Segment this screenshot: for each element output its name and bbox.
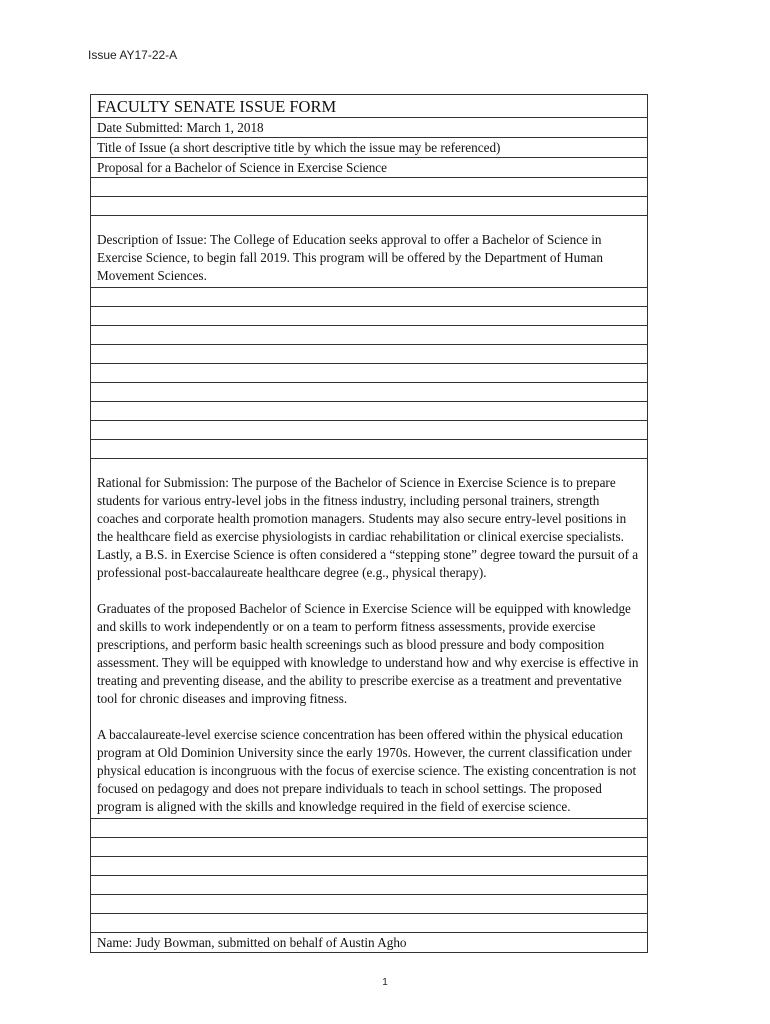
blank-row xyxy=(91,838,647,857)
rationale-paragraph-3: A baccalaureate-level exercise science concentration has been offered within the physical education program at Old Dominion University since the early 1970s. However, the current classification under physical education is incongruous with the focus of exercise science. The existing concentration is not focused on pedagogy and does not prepare individuals to teach in school settings. The proposed program is aligned with the skills and knowledge required in the field of exercise science. xyxy=(97,727,637,814)
title-of-issue-label: Title of Issue (a short descriptive title by which the issue may be referenced) xyxy=(91,138,647,158)
blank-row xyxy=(91,895,647,914)
blank-row xyxy=(91,326,647,345)
issue-id: Issue AY17-22-A xyxy=(88,48,178,62)
blank-row xyxy=(91,383,647,402)
page-number: 1 xyxy=(382,977,388,988)
blank-row xyxy=(91,345,647,364)
blank-row xyxy=(91,307,647,326)
blank-row xyxy=(91,178,647,197)
date-submitted: Date Submitted: March 1, 2018 xyxy=(91,118,647,138)
blank-row xyxy=(91,197,647,216)
blank-row xyxy=(91,364,647,383)
rationale-paragraph-2: Graduates of the proposed Bachelor of Science in Exercise Science will be equipped with knowledge and skills to work independently or on a team to perform fitness assessments, provide exercise prescriptions, and perform basic health screenings such as blood pressure and body composition assessment. They will be equipped with knowledge to understand how and why exercise is effective in treating and preventing disease, and the ability to prescribe exercise as a treatment and preventative tool for chronic diseases and improving fitness. xyxy=(97,601,639,706)
blank-row xyxy=(91,857,647,876)
blank-row xyxy=(91,440,647,459)
form-title: FACULTY SENATE ISSUE FORM xyxy=(91,95,647,118)
blank-row xyxy=(91,421,647,440)
blank-row xyxy=(91,402,647,421)
submitter-name: Name: Judy Bowman, submitted on behalf of Austin Agho xyxy=(97,935,407,950)
description-text: Description of Issue: The College of Education seeks approval to offer a Bachelor of Science in Exercise Science, to begin fall 2019. This program will be offered by the Department of Human Movement Sciences. xyxy=(97,232,603,283)
title-of-issue-value: Proposal for a Bachelor of Science in Exercise Science xyxy=(91,158,647,178)
blank-row xyxy=(91,914,647,933)
issue-form xyxy=(90,94,648,953)
rationale-for-submission xyxy=(91,459,647,819)
blank-row xyxy=(91,288,647,307)
rationale-paragraph-1: Rational for Submission: The purpose of the Bachelor of Science in Exercise Science is to prepare students for various entry-level jobs in the fitness industry, including personal trainers, strength coaches and corporate health promotion managers. Students may also secure entry-level positions in the healthcare field as exercise physiologists in cardiac rehabilitation or clinical exercise specialists. Lastly, a B.S. in Exercise Science is often considered a “stepping stone” degree toward the pursuit of a professional post-baccalaureate healthcare degree (e.g., physical therapy). xyxy=(97,475,639,580)
description-of-issue xyxy=(91,216,647,288)
blank-row xyxy=(91,876,647,895)
blank-row xyxy=(91,819,647,838)
